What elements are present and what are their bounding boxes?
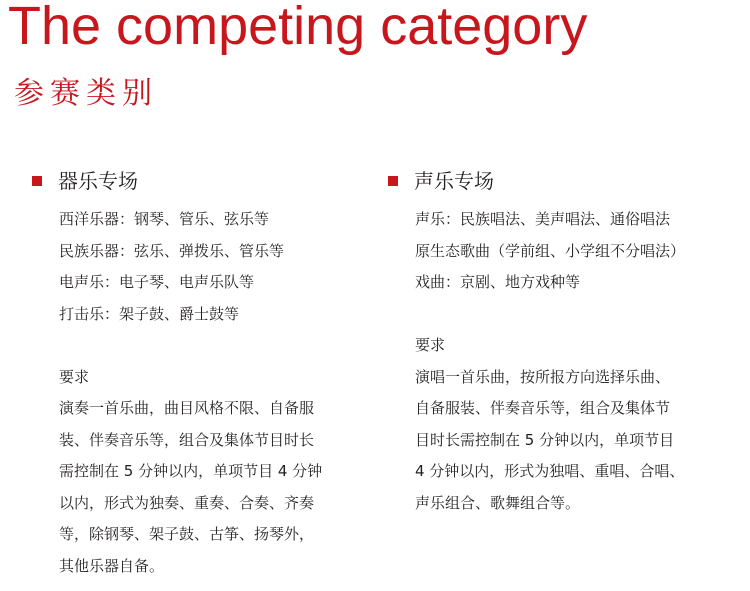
instrumental-heading	[32, 166, 372, 196]
instrumental-requirements-line: 演奏一首乐曲，曲目风格不限、自备服	[59, 399, 315, 417]
instrumental-requirements-line: 其他乐器自备。	[59, 556, 165, 575]
instrumental-section	[32, 166, 372, 582]
instrumental-requirements-label: 要求	[59, 367, 90, 386]
instrumental-heading-label: 器乐专场	[58, 169, 138, 193]
page-title-chinese: 参赛类别	[14, 76, 158, 111]
vocal-requirements-line: 声乐组合、歌舞组合等。	[415, 493, 581, 512]
page-title-english: The competing category	[8, 0, 588, 56]
vocal-requirements-line: 自备服装、伴奏音乐等，组合及集体节	[415, 399, 671, 417]
instrumental-body	[32, 204, 372, 582]
vocal-body	[388, 204, 733, 519]
spacer	[59, 330, 372, 362]
spacer	[415, 299, 733, 331]
instrumental-requirements-line: 装、伴奏音乐等，组合及集体节目时长	[59, 430, 315, 449]
vocal-heading-label: 声乐专场	[414, 169, 494, 193]
vocal-item: 声乐：民族唱法、美声唱法、通俗唱法	[415, 210, 671, 228]
instrumental-item: 西洋乐器：钢琴、管乐、弦乐等	[59, 210, 270, 228]
instrumental-requirements-line: 以内，形式为独奏、重奏、合奏、齐奏	[59, 493, 315, 512]
vocal-requirements-label: 要求	[415, 336, 446, 354]
instrumental-requirements-line: 等，除钢琴、架子鼓、古筝、扬琴外，	[59, 525, 315, 543]
instrumental-item: 民族乐器：弦乐、弹拨乐、管乐等	[59, 241, 285, 260]
vocal-requirements-line: 4 分钟以内，形式为独唱、重唱、合唱、	[415, 462, 685, 480]
vocal-section	[388, 166, 733, 519]
vocal-item: 戏曲：京剧、地方戏种等	[415, 273, 581, 291]
vocal-requirements-line: 目时长需控制在 5 分钟以内，单项节目	[415, 430, 675, 449]
instrumental-item: 电声乐：电子琴、电声乐队等	[59, 273, 255, 291]
instrumental-item: 打击乐：架子鼓、爵士鼓等	[59, 304, 240, 323]
vocal-item: 原生态歌曲（学前组、小学组不分唱法）	[415, 241, 686, 260]
vocal-heading	[388, 166, 733, 196]
red-square-bullet-icon	[32, 176, 42, 186]
instrumental-requirements-line: 需控制在 5 分钟以内，单项节目 4 分钟	[59, 462, 323, 480]
red-square-bullet-icon	[388, 176, 398, 186]
vocal-requirements-line: 演唱一首乐曲，按所报方向选择乐曲、	[415, 367, 671, 386]
